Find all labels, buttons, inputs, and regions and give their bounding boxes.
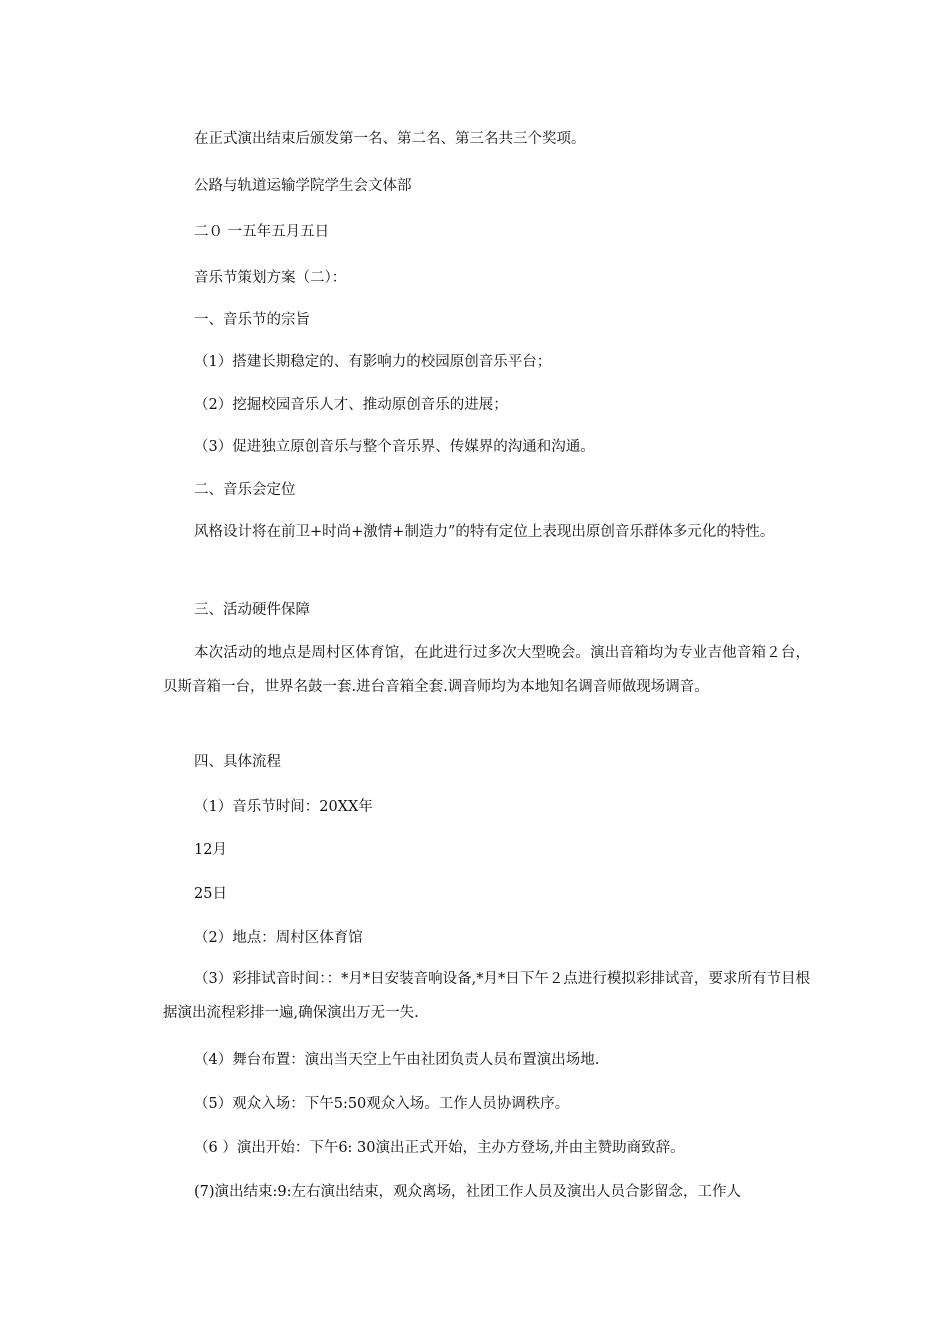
process-item-month: 12月: [194, 842, 227, 858]
document-date: 二０ 一五年五月五日: [194, 224, 330, 240]
process-item-time: （1）音乐节时间：20XX年: [194, 799, 373, 815]
award-sentence: 在正式演出结束后颁发第一名、第二名、第三名共三个奖项。: [194, 131, 586, 147]
purpose-item-3: （3）促进独立原创音乐与整个音乐界、传媒界的沟通和沟通。: [194, 439, 595, 455]
section-heading-hardware: 三、活动硬件保障: [194, 602, 310, 618]
section-heading-process: 四、具体流程: [194, 754, 281, 770]
process-item-rehearsal: （3）彩排试音时间：：*月*日安装音响设备,*月*日下午２点进行模拟彩排试音，要求所有节目根据演出流程彩排一遍,确保演出万无一失.: [163, 971, 810, 1021]
process-item-location: （2）地点：周村区体育馆: [194, 930, 363, 946]
plan-title: 音乐节策划方案（二）：: [194, 270, 347, 286]
section-heading-purpose: 一、音乐节的宗旨: [194, 312, 310, 328]
process-item-stage: （4）舞台布置：演出当天空上午由社团负责人员布置演出场地.: [194, 1052, 600, 1068]
process-item-start: （6 ）演出开始：下午6: 30演出正式开始，主办方登场,并由主赞助商致辞。: [194, 1140, 685, 1156]
process-item-entry: （5）观众入场：下午5:50观众入场。工作人员协调秩序。: [194, 1096, 570, 1112]
process-item-end: (7)演出结束:9:左右演出结束，观众离场，社团工作人员及演出人员合影留念，工作人: [194, 1184, 742, 1200]
positioning-paragraph: 风格设计将在前卫+时尚+激情+制造力”的特有定位上表现出原创音乐群体多元化的特性。: [194, 524, 775, 540]
purpose-item-2: （2）挖掘校园音乐人才、推动原创音乐的进展；: [194, 397, 508, 413]
section-heading-positioning: 二、音乐会定位: [194, 482, 296, 498]
hardware-paragraph: 本次活动的地点是周村区体育馆，在此进行过多次大型晚会。演出音箱均为专业吉他音箱２台，贝斯音箱一台，世界名鼓一套.进台音箱全套.调音师均为本地知名调音师做现场调音。: [163, 645, 810, 695]
process-item-day: 25日: [194, 886, 227, 902]
purpose-item-1: （1）搭建长期稳定的、有影响力的校园原创音乐平台；: [194, 354, 552, 370]
organizer-name: 公路与轨道运输学院学生会文体部: [194, 178, 412, 194]
